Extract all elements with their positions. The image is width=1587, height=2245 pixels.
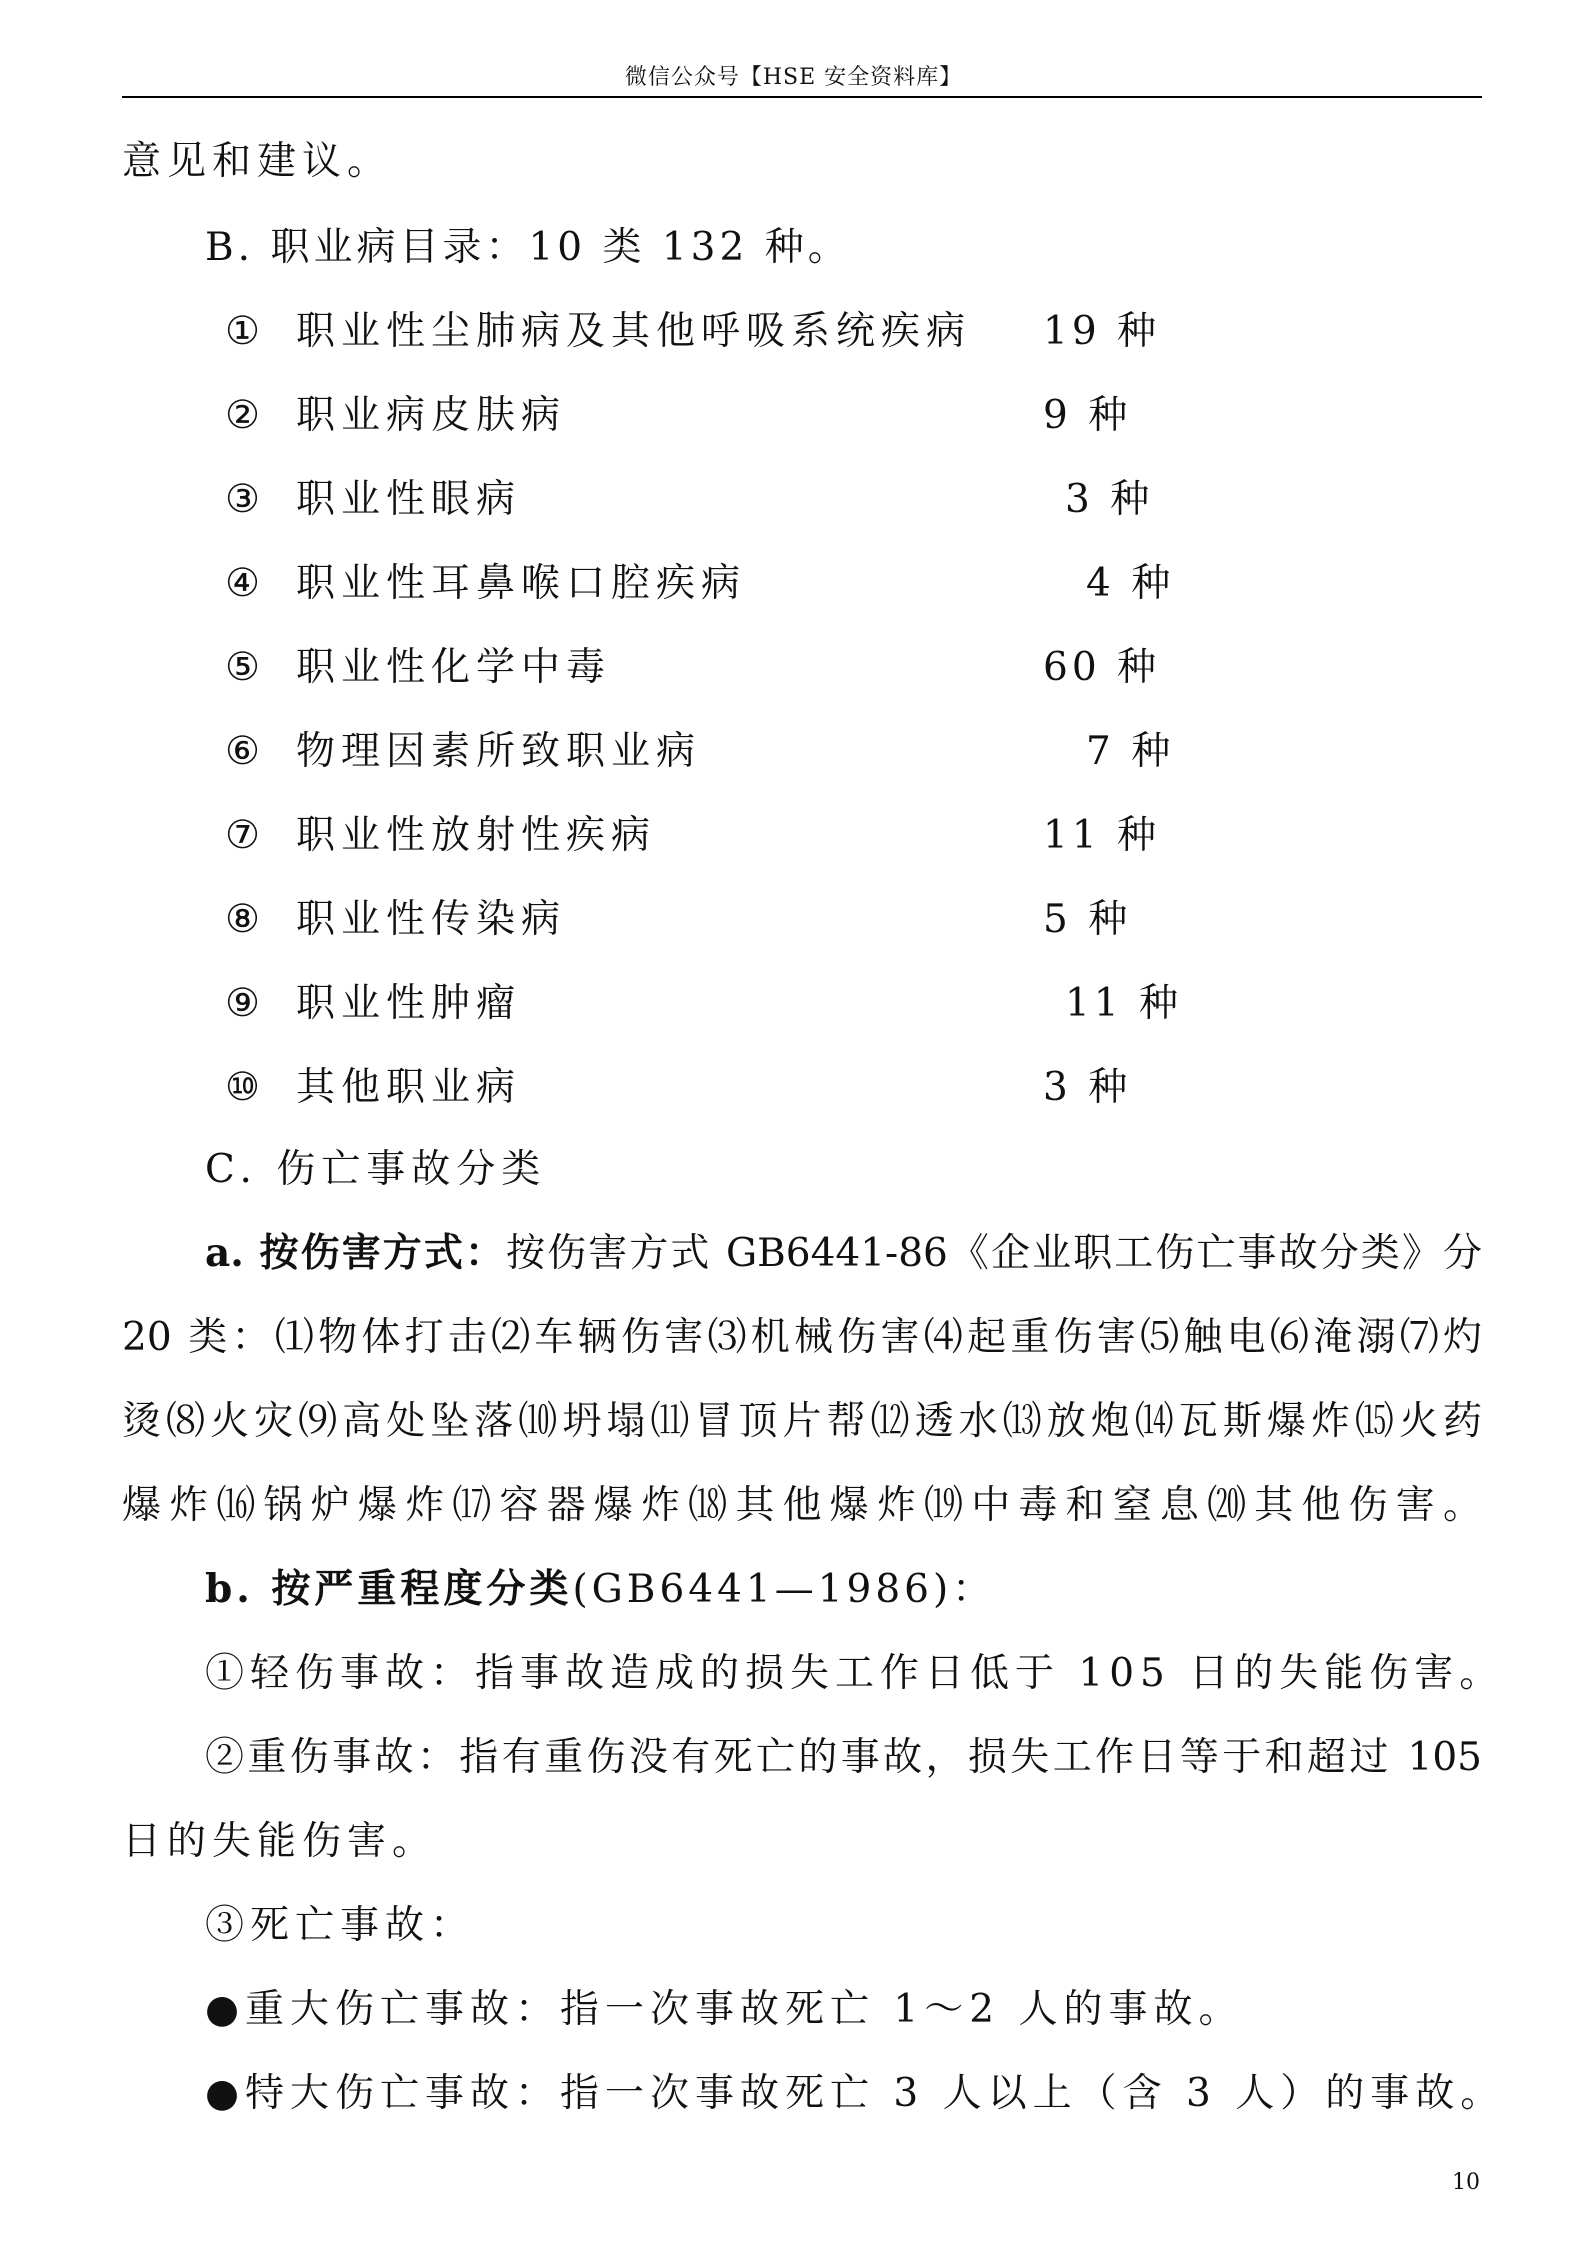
list-item-count: 19 种 — [1043, 309, 1161, 354]
list-item — [0, 729, 1300, 776]
item-a-line-2: 20 类：⑴物体打击⑵车辆伤害⑶机械伤害⑷起重伤害⑸触电⑹淹溺⑺灼 — [122, 1315, 1482, 1360]
list-item-number: ⑦ — [225, 813, 260, 858]
page-header: 微信公众号【HSE 安全资料库】 — [624, 65, 963, 90]
list-item — [0, 477, 1300, 524]
item-b-standard: (GB6441—1986)： — [572, 1567, 996, 1612]
list-item-number: ① — [225, 309, 260, 354]
list-item-name: 职业性耳鼻喉口腔疾病 — [296, 561, 747, 606]
list-item — [0, 393, 1300, 440]
list-item-count: 5 种 — [1043, 897, 1132, 942]
list-item-name: 职业病皮肤病 — [296, 393, 567, 438]
item-a-label: a. 按伤害方式： — [205, 1230, 507, 1276]
list-item-name: 职业性化学中毒 — [296, 645, 612, 690]
list-item-number: ⑨ — [225, 981, 260, 1026]
list-item-name: 职业性肿瘤 — [296, 981, 522, 1026]
list-item-count: 60 种 — [1043, 645, 1161, 690]
list-item-count: 9 种 — [1043, 393, 1132, 438]
list-item-number: ④ — [225, 561, 260, 606]
list-item — [0, 561, 1300, 608]
list-item-name: 职业性尘肺病及其他呼吸系统疾病 — [296, 309, 972, 354]
list-item-name: 职业性传染病 — [296, 897, 567, 942]
list-item-number: ③ — [225, 477, 260, 522]
severity-serious-line-1: ②重伤事故：指有重伤没有死亡的事故，损失工作日等于和超过 105 — [205, 1735, 1482, 1780]
list-item-name: 职业性放射性疾病 — [296, 813, 657, 858]
list-item-number: ⑩ — [225, 1065, 260, 1110]
list-item-name: 其他职业病 — [296, 1065, 522, 1110]
page-number: 10 — [1452, 2170, 1480, 2195]
list-item-count: 11 种 — [1065, 981, 1183, 1026]
list-item-count: 3 种 — [1065, 477, 1154, 522]
list-item — [0, 1065, 1300, 1112]
severity-fatal: ③死亡事故： — [205, 1903, 476, 1948]
list-item — [0, 309, 1300, 356]
item-b-heading — [205, 1566, 996, 1612]
item-a-line-3: 烫⑻火灾⑼高处坠落⑽坍塌⑾冒顶片帮⑿透水⒀放炮⒁瓦斯爆炸⒂火药 — [122, 1399, 1482, 1444]
list-item-count: 4 种 — [1086, 561, 1175, 606]
header-divider — [122, 96, 1482, 98]
list-item-count: 11 种 — [1043, 813, 1161, 858]
list-item — [0, 897, 1300, 944]
list-item — [0, 813, 1300, 860]
list-item-number: ⑤ — [225, 645, 260, 690]
list-item-count: 7 种 — [1086, 729, 1175, 774]
fatal-extraordinary-bullet: ●特大伤亡事故：指一次事故死亡 3 人以上（含 3 人）的事故。 — [205, 2071, 1506, 2116]
fatal-major-bullet: ●重大伤亡事故：指一次事故死亡 1～2 人的事故。 — [205, 1987, 1244, 2032]
list-item-name: 物理因素所致职业病 — [296, 729, 702, 774]
intro-tail: 意见和建议。 — [122, 139, 393, 184]
item-b-label: b. 按严重程度分类 — [205, 1566, 573, 1612]
list-item-name: 职业性眼病 — [296, 477, 522, 522]
item-a-line-4: 爆炸⒃锅炉爆炸⒄容器爆炸⒅其他爆炸⒆中毒和窒息⒇其他伤害。 — [122, 1483, 1482, 1528]
item-a-line-1 — [205, 1230, 1482, 1276]
list-item-count: 3 种 — [1043, 1065, 1132, 1110]
list-item-number: ② — [225, 393, 260, 438]
severity-minor: ①轻伤事故：指事故造成的损失工作日低于 105 日的失能伤害。 — [205, 1651, 1505, 1696]
item-a-text: 按伤害方式 GB6441-86《企业职工伤亡事故分类》分 — [506, 1231, 1482, 1276]
list-item — [0, 981, 1300, 1028]
section-c-title: C. 伤亡事故分类 — [205, 1147, 547, 1192]
section-b-title: B. 职业病目录：10 类 132 种。 — [205, 225, 851, 270]
list-item-number: ⑧ — [225, 897, 260, 942]
severity-serious-line-2: 日的失能伤害。 — [122, 1819, 438, 1864]
list-item-number: ⑥ — [225, 729, 260, 774]
list-item — [0, 645, 1300, 692]
